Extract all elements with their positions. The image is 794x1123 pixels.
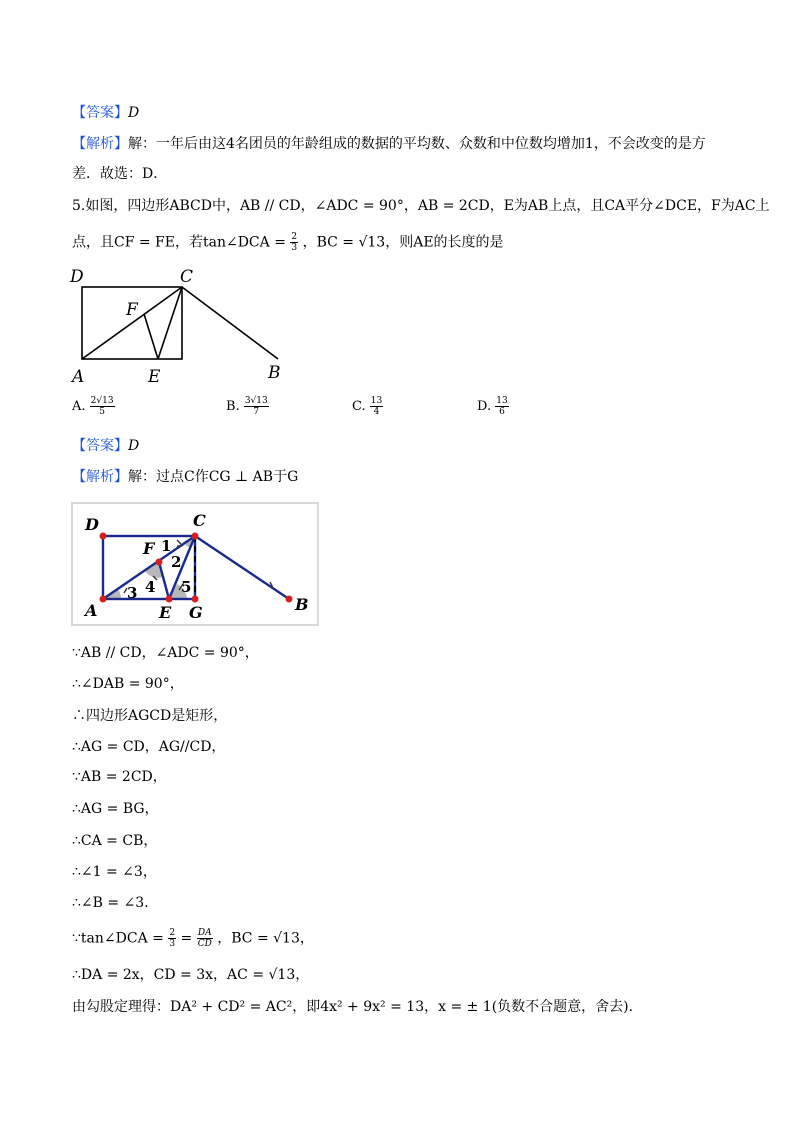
step-line: ∴AG = BG， (72, 801, 159, 817)
q4-analysis-line2: 差．故选：D． (72, 166, 168, 182)
label-d: D (70, 267, 84, 287)
q4-answer-value: D (128, 105, 140, 121)
angle-label-3: 3 (127, 584, 138, 602)
point-c (192, 533, 199, 540)
step-line: ∵AB = 2CD， (72, 769, 167, 785)
q5-stem-line2-a: 点，且CF = FE，若tan∠DCA = (72, 234, 286, 251)
option-c-num: 13 (370, 396, 383, 406)
option-a-letter: A. (72, 399, 86, 414)
tan-frac1-den: 3 (169, 939, 176, 949)
option-d-letter: D. (477, 399, 492, 414)
q4-analysis-line1 (72, 134, 706, 154)
option-c-fraction (370, 396, 383, 417)
label-f-2: F (143, 539, 155, 558)
step-tan-line (72, 928, 314, 949)
q5-stem-fraction (290, 232, 298, 253)
angle-label-4: 4 (145, 578, 156, 596)
analysis-tag: 【解析】 (72, 469, 128, 485)
q5-analysis-intro: 解：过点C作CG ⊥ AB于G (128, 469, 299, 485)
tan-frac1-num: 2 (169, 928, 176, 938)
label-g-2: G (189, 603, 203, 622)
option-d-den: 6 (499, 407, 505, 417)
label-e-2: E (159, 603, 172, 622)
angle-label-5: 5 (181, 578, 192, 596)
option-d-num: 13 (496, 396, 508, 406)
segment-cb-2 (195, 536, 289, 599)
step-line: ∴四边形AGCD是矩形， (72, 708, 228, 724)
label-a-2: A (85, 601, 98, 620)
label-e: E (148, 367, 161, 387)
option-a[interactable] (72, 396, 115, 417)
option-c-den: 4 (373, 407, 380, 417)
option-a-den: 5 (99, 407, 105, 417)
q5-stem-line2-b: ，BC = √13，则AE的长度的是 (302, 234, 504, 251)
option-b-letter: B. (226, 399, 240, 414)
label-d-2: D (85, 515, 99, 534)
point-g (192, 596, 199, 603)
angle-1-mark (177, 540, 181, 544)
option-b-den: 7 (253, 407, 260, 417)
segment-fe-2 (159, 562, 169, 599)
q5-answer-value: D (128, 438, 140, 454)
tan-line-eq: = (180, 930, 193, 947)
step-line: ∵AB // CD，∠ADC = 90°， (72, 645, 259, 661)
segment-fe (144, 314, 158, 359)
q5-figure1 (68, 262, 288, 388)
option-d[interactable] (477, 396, 509, 417)
label-c: C (180, 267, 194, 287)
point-f (156, 559, 163, 566)
q4-analysis-text1: 解：一年后由这4名团员的年龄组成的数据的平均数、众数和中位数均增加1，不会改变的是方 (128, 136, 706, 152)
analysis-tag: 【解析】 (72, 136, 128, 152)
label-a: A (72, 367, 85, 387)
option-d-fraction (495, 396, 508, 417)
option-b[interactable] (226, 396, 269, 417)
tan-frac2-num: DA (197, 928, 212, 938)
q5-answer-line (72, 436, 139, 456)
option-a-fraction (90, 396, 115, 417)
step-line: ∴∠B = ∠3． (72, 895, 159, 911)
q5-figure2 (73, 504, 317, 624)
step-line: ∴∠DAB = 90°， (72, 676, 184, 692)
q5-options (72, 396, 572, 426)
point-b (286, 596, 293, 603)
label-f: F (126, 300, 138, 320)
q4-answer-line (72, 103, 139, 123)
step-line-pythag: 由勾股定理得：DA² + CD² = AC²，即4x² + 9x² = 13，x = ± 1(负数不合题意，舍去)． (72, 999, 643, 1015)
q5-stem-line1: 5.如图，四边形ABCD中，AB // CD，∠ADC = 90°，AB = 2CD，E为AB上点，且CA平分∠DCE，F为AC上 (72, 198, 770, 214)
option-b-fraction (244, 396, 269, 417)
q5-analysis-line (72, 467, 298, 487)
frac-numerator: 2 (291, 232, 298, 242)
angle-label-2: 2 (171, 553, 182, 571)
segment-ac (82, 287, 182, 359)
step-line: ∴AG = CD，AG//CD， (72, 739, 226, 755)
tan-frac2-den: CD (197, 939, 212, 949)
answer-tag: 【答案】 (72, 438, 128, 454)
label-c-2: C (193, 511, 206, 530)
step-line: ∴CA = CB， (72, 833, 158, 849)
q5-figure2-frame (71, 502, 319, 626)
segment-ce (158, 287, 182, 359)
option-c[interactable] (352, 396, 383, 417)
q5-stem-line2 (72, 232, 504, 253)
segment-cb (182, 287, 278, 359)
option-c-letter: C. (352, 399, 366, 414)
angle-label-1: 1 (161, 537, 172, 555)
option-a-num: 2√13 (90, 396, 114, 406)
tan-line-b: ，BC = √13， (217, 930, 314, 947)
step-line-da: ∴DA = 2x，CD = 3x，AC = √13， (72, 967, 310, 983)
point-a (100, 596, 107, 603)
step-line: ∴∠1 = ∠3， (72, 864, 157, 880)
tan-line-a: ∵tan∠DCA = (72, 930, 164, 947)
label-b-2: B (295, 595, 309, 614)
option-b-num: 3√13 (244, 396, 268, 406)
tan-frac1 (168, 928, 176, 949)
label-b: B (268, 363, 281, 383)
tan-frac2 (197, 928, 213, 949)
point-d (100, 533, 107, 540)
frac-denominator: 3 (291, 243, 298, 253)
answer-tag: 【答案】 (72, 105, 128, 121)
point-e (166, 596, 173, 603)
